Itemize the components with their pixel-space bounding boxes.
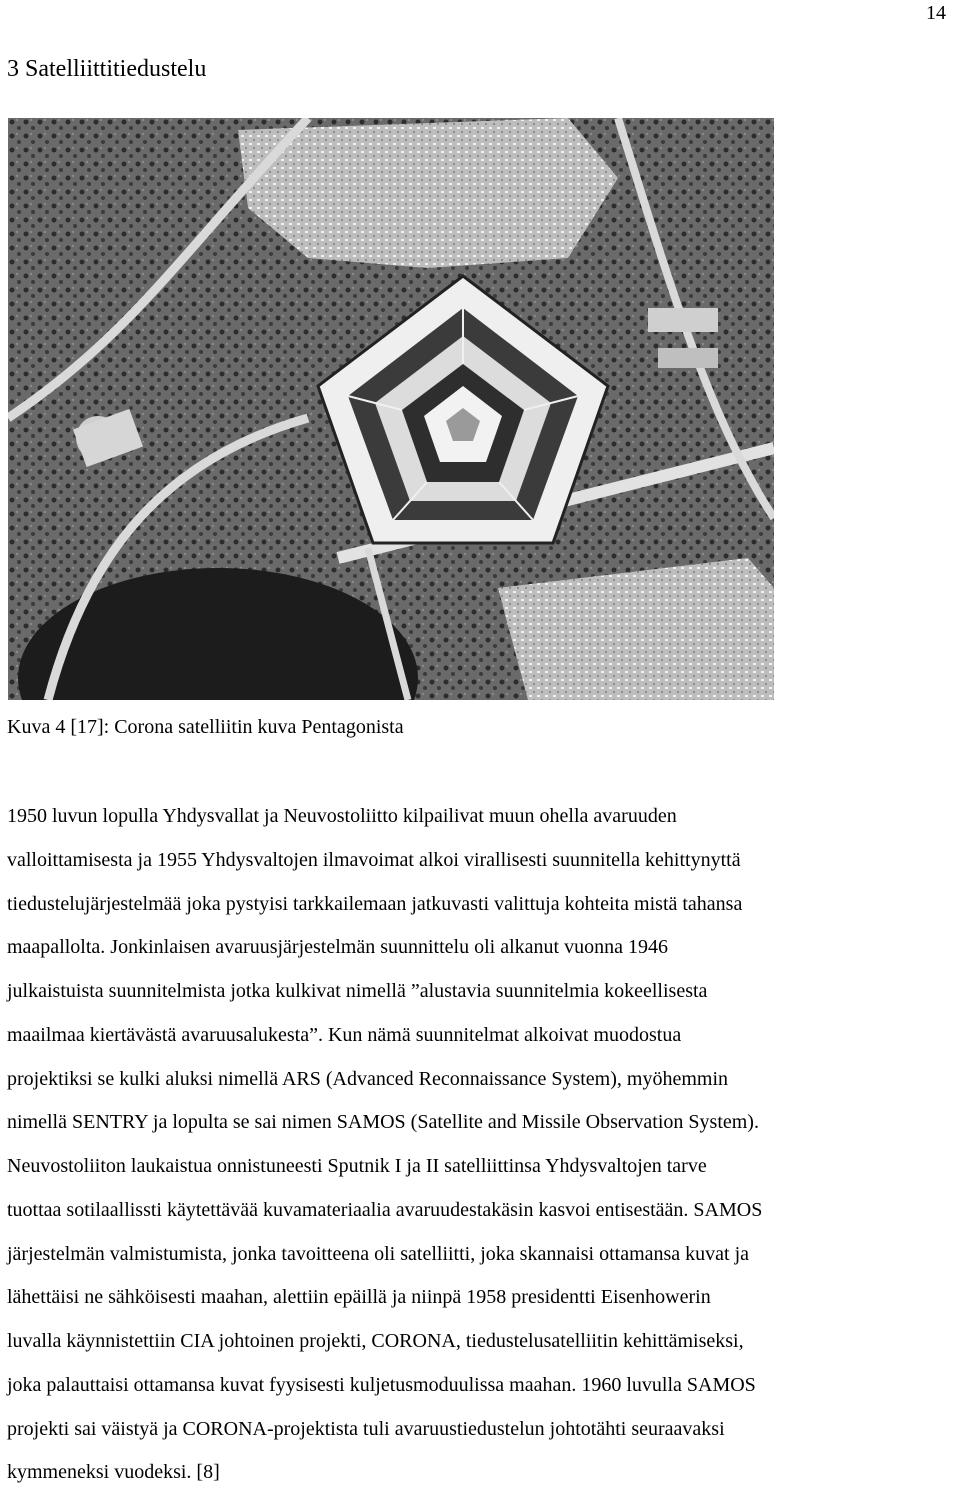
- body-paragraph: [7, 800, 957, 1500]
- figure-caption: Kuva 4 [17]: Corona satelliitin kuva Pentagonista: [7, 716, 404, 738]
- paragraph-line: maapallolta. Jonkinlaisen avaruusjärjestelmän suunnittelu oli alkanut vuonna 1946: [7, 936, 668, 959]
- paragraph-line: tuottaa sotilaallissti käytettävää kuvamateriaalia avaruudestakäsin kasvoi entisestään. SAMOS: [7, 1198, 763, 1221]
- paragraph-line: tiedustelujärjestelmää joka pystyisi tarkkailemaan jatkuvasti valittuja kohteita mistä tahansa: [7, 892, 743, 915]
- satellite-photo-pentagon: [8, 118, 774, 700]
- page-number: 14: [926, 2, 946, 24]
- section-heading: 3 Satelliittitiedustelu: [7, 56, 207, 82]
- paragraph-line: järjestelmän valmistumista, jonka tavoitteena oli satelliitti, joka skannaisi ottamansa kuvat ja: [7, 1242, 750, 1265]
- paragraph-line: projekti sai väistyä ja CORONA-projektista tuli avaruustiedustelun johtotähti seuraavaksi: [7, 1417, 725, 1440]
- paragraph-line: joka palauttaisi ottamansa kuvat fyysisesti kuljetusmoduulissa maahan. 1960 luvulla SAMOS: [7, 1373, 756, 1396]
- paragraph-line: nimellä SENTRY ja lopulta se sai nimen SAMOS (Satellite and Missile Observation System).: [7, 1111, 759, 1134]
- paragraph-line: projektiksi se kulki aluksi nimellä ARS (Advanced Reconnaissance System), myöhemmin: [7, 1067, 728, 1090]
- paragraph-line: julkaistuista suunnitelmista jotka kulkivat nimellä ”alustavia suunnitelmia kokeellisesta: [7, 980, 708, 1002]
- paragraph-line: maailmaa kiertävästä avaruusalukesta”. Kun nämä suunnitelmat alkoivat muodostua: [7, 1023, 682, 1046]
- paragraph-line: valloittamisesta ja 1955 Yhdysvaltojen ilmavoimat alkoi virallisesti suunnitella kehittynyttä: [7, 848, 741, 871]
- paragraph-line: luvalla käynnistettiin CIA johtoinen projekti, CORONA, tiedustelusatelliitin kehittämiseksi,: [7, 1330, 744, 1352]
- paragraph-line: kymmeneksi vuodeksi. [8]: [7, 1461, 220, 1484]
- paragraph-line: Neuvostoliiton laukaistua onnistuneesti Sputnik I ja II satelliittinsa Yhdysvaltojen tarve: [7, 1155, 707, 1177]
- paragraph-line: 1950 luvun lopulla Yhdysvallat ja Neuvostoliitto kilpailivat muun ohella avaruuden: [7, 805, 677, 827]
- paragraph-line: lähettäisi ne sähköisesti maahan, alettiin epäillä ja niinpä 1958 presidentti Eisenhowerin: [7, 1286, 711, 1309]
